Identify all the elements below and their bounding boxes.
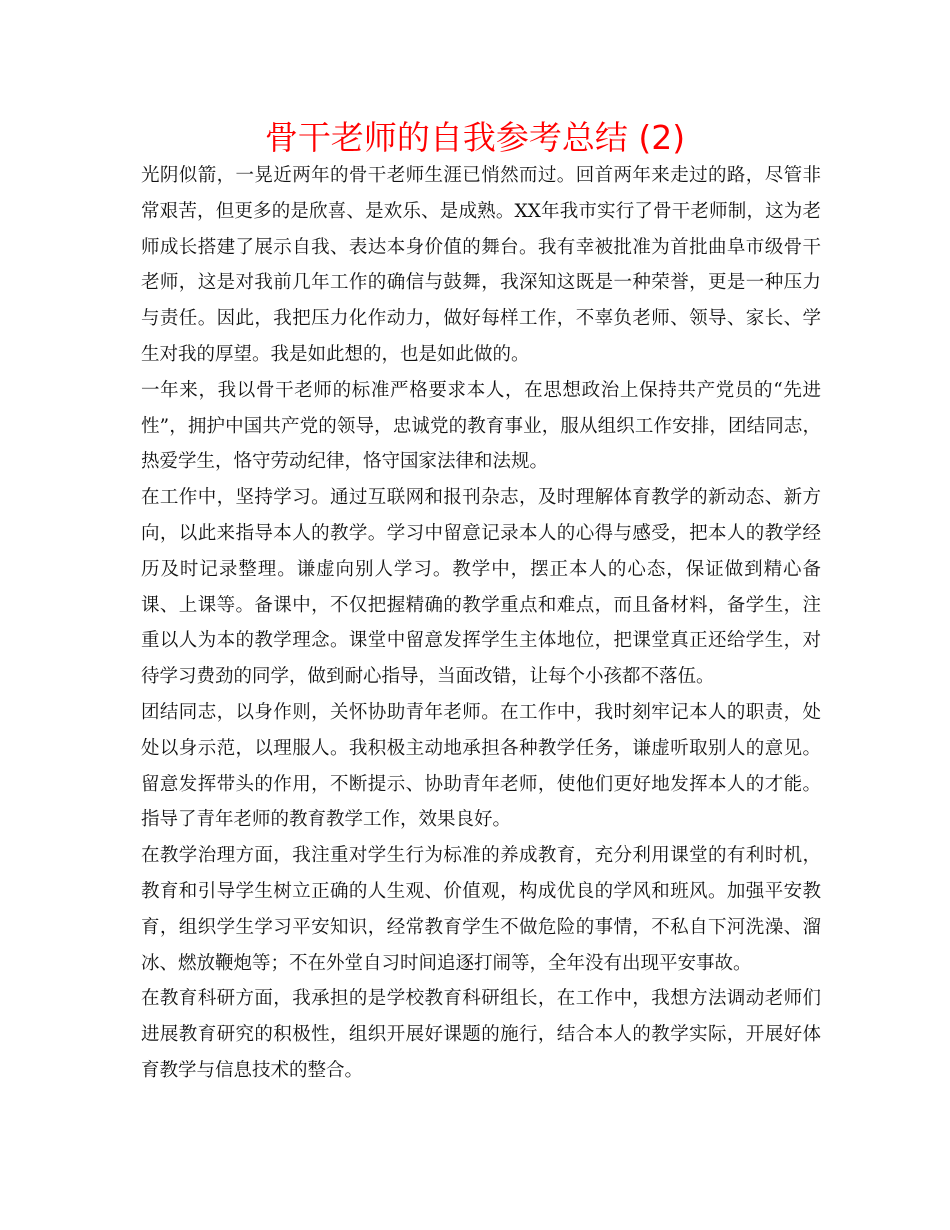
paragraph-politics: 一年来，我以骨干老师的标准严格要求本人，在思想政治上保持共产党员的“先进性”，拥护中国共产党的领导，忠诚党的教育事业，服从组织工作安排，团结同志，热爱学生，恪守劳动纪律，恪守国家法律和法规。 [141,379,821,473]
paragraph-management: 在教学治理方面，我注重对学生行为标准的养成教育，充分利用课堂的有利时机，教育和引导学生树立正确的人生观、价值观，构成优良的学风和班风。加强平安教育，组织学生学习平安知识，经常教育学生不做危险的事情，不私自下河洗澡、溜冰、燃放鞭炮等；不在外堂自习时间追逐打闹等，全年没有出现平安事故。 [141,845,821,974]
document-title: 骨干老师的自我参考总结 (2) [264,118,686,157]
paragraph-research: 在教育科研方面，我承担的是学校教育科研组长，在工作中，我想方法调动老师们进展教育研究的积极性，组织开展好课题的施行，结合本人的教学实际，开展好体育教学与信息技术的整合。 [141,988,821,1081]
document-body [141,158,821,1089]
paragraph-study: 在工作中，坚持学习。通过互联网和报刊杂志，及时理解体育教学的新动态、新方向，以此来指导本人的教学。学习中留意记录本人的心得与感受，把本人的教学经历及时记录整理。谦虚向别人学习。教学中，摆正本人的心态，保证做到精心备课、上课等。备课中，不仅把握精确的教学重点和难点，而且备材料，备学生，注重以人为本的教学理念。课堂中留意发挥学生主体地位，把课堂真正还给学生，对待学习费劲的同学，做到耐心指导，当面改错，让每个小孩都不落伍。 [141,487,821,688]
paragraph-intro: 光阴似箭，一晃近两年的骨干老师生涯已悄然而过。回首两年来走过的路，尽管非常艰苦，但更多的是欣喜、是欢乐、是成熟。XX年我市实行了骨干老师制，这为老师成长搭建了展示自我、表达本身价值的舞台。我有幸被批准为首批曲阜市级骨干老师，这是对我前几年工作的确信与鼓舞，我深知这既是一种荣誉，更是一种压力与责任。因此，我把压力化作动力，做好每样工作，不辜负老师、领导、家长、学生对我的厚望。我是如此想的，也是如此做的。 [141,165,821,365]
paragraph-mentoring: 团结同志，以身作则，关怀协助青年老师。在工作中，我时刻牢记本人的职责，处处以身示范，以理服人。我积极主动地承担各种教学任务，谦虚听取别人的意见。留意发挥带头的作用，不断提示、协助青年老师，使他们更好地发挥本人的才能。指导了青年老师的教育教学工作，效果良好。 [141,701,821,831]
